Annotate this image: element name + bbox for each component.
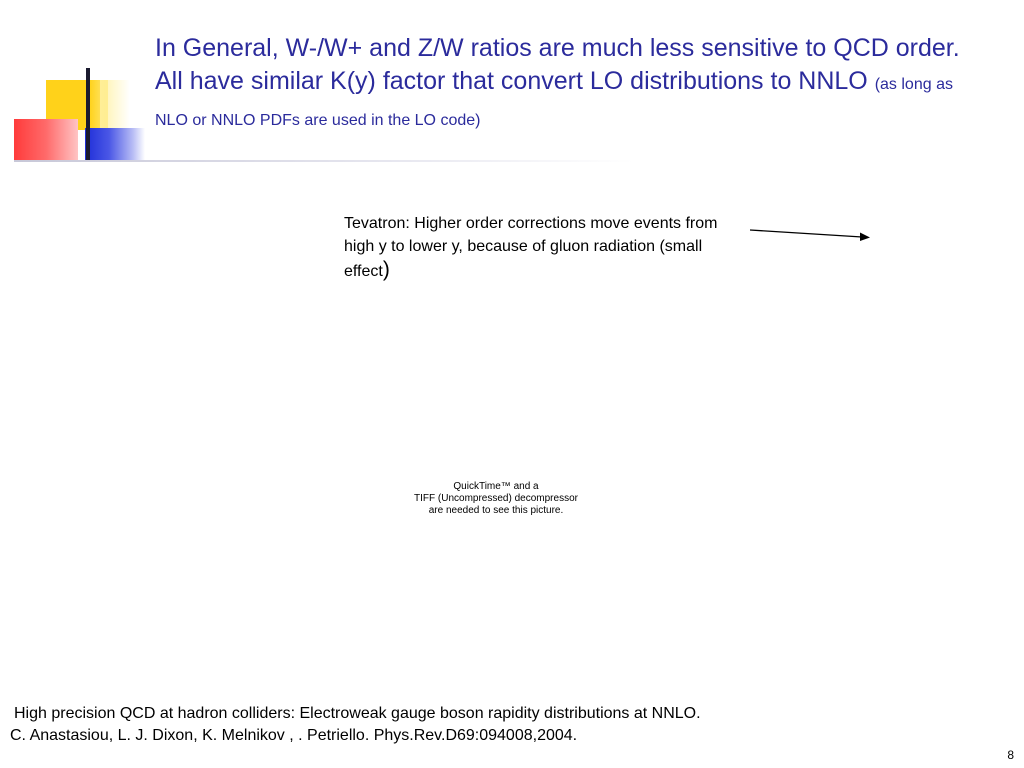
- annotation-closing-paren: ): [382, 258, 390, 281]
- missing-image-placeholder: [380, 481, 612, 517]
- annotation-text: [344, 212, 724, 283]
- title-underline: [14, 160, 634, 162]
- placeholder-line-3: are needed to see this picture.: [428, 505, 564, 516]
- placeholder-line-2: TIFF (Uncompressed) decompressor: [414, 493, 578, 504]
- logo-blue-block: [85, 128, 145, 162]
- citation-authors: C. Anastasiou, L. J. Dixon, K. Melnikov , . Petriello. Phys.Rev.D69:094008,2004.: [10, 727, 578, 744]
- slide-title: [155, 32, 975, 137]
- arrow-icon: [748, 226, 874, 242]
- logo-vertical-line: [86, 68, 90, 162]
- annotation-body: Tevatron: Higher order corrections move events from high y to lower y, because of gluon radiation (small effect: [344, 215, 718, 280]
- slide-title-main: In General, W-/W+ and Z/W ratios are much less sensitive to QCD order. All have similar K(y) factor that convert LO distributions to NNLO: [155, 34, 960, 95]
- slide-number: 8: [1007, 748, 1014, 762]
- citation-title: High precision QCD at hadron colliders: Electroweak gauge boson rapidity distributions at NNLO.: [14, 705, 701, 722]
- placeholder-line-1: QuickTime™ and a: [453, 481, 539, 492]
- citation: [10, 703, 970, 747]
- logo-yellow-fade: [100, 80, 130, 130]
- slide-title-note: (as long as NLO or NNLO PDFs are used in the LO code): [155, 76, 953, 129]
- logo-red-block: [14, 119, 78, 162]
